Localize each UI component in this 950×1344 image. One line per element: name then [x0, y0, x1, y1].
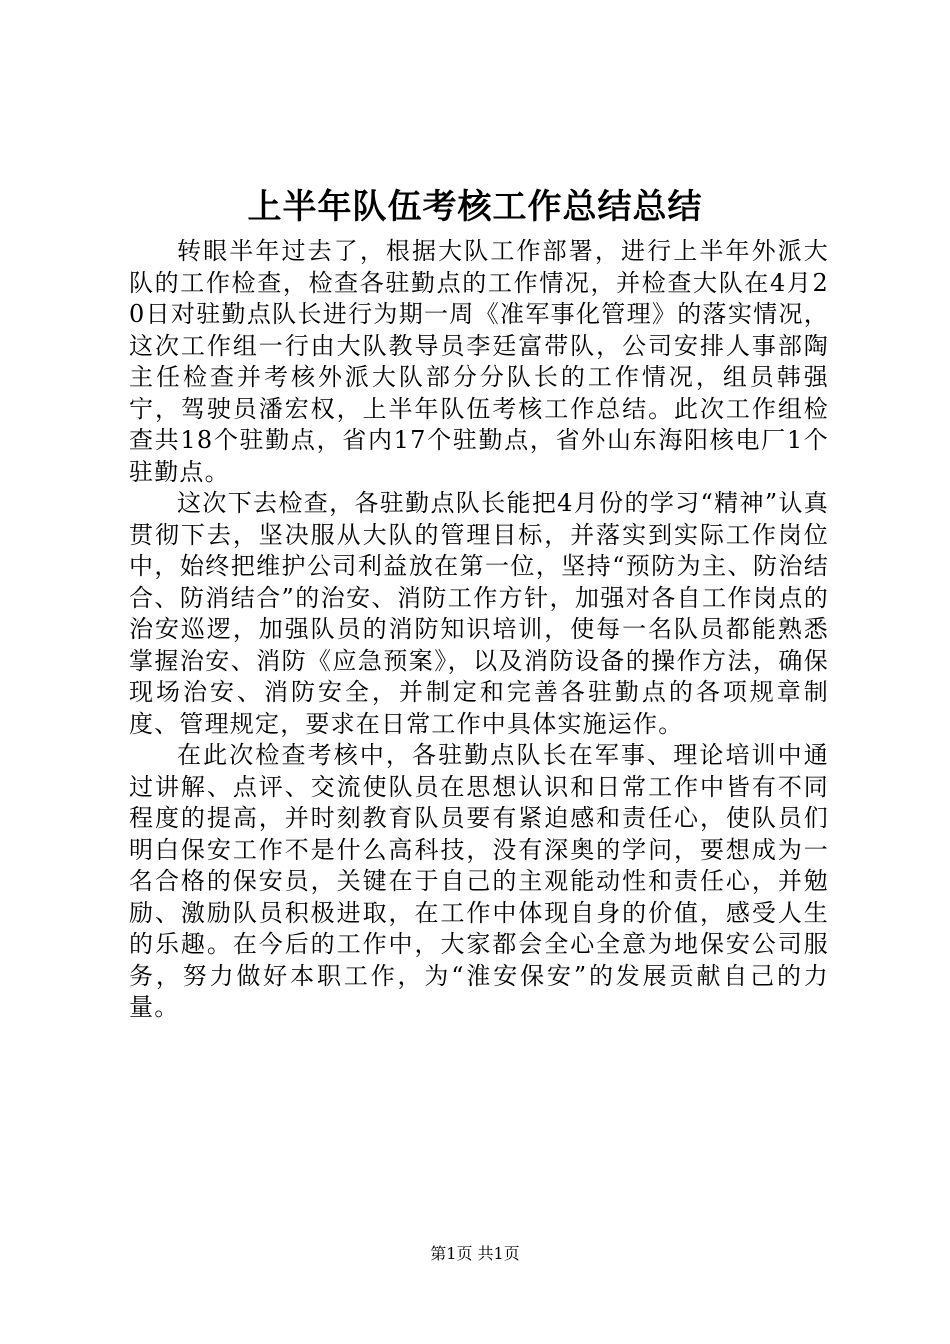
- document-title: 上半年队伍考核工作总结总结: [247, 187, 703, 227]
- paragraph-3: 在此次检查考核中，各驻勤点队长在军事、理论培训中通过讲解、点评、交流使队员在思想认识和日常工作中皆有不同程度的提高，并时刻教育队员要有紧迫感和责任心，使队员们明白保安工作不是什么高科技，没有深奥的学问，要想成为一名合格的保安员，关键在于自己的主观能动性和责任心，并勉励、激励队员积极进取，在工作中体现自身的价值，感受人生的乐趣。在今后的工作中，大家都会全心全意为地保安公司服务，努力做好本职工作，为“淮安保安”的发展贡献自己的力量。: [129, 741, 829, 1021]
- page-footer: 第1页 共1页: [430, 1244, 520, 1263]
- document-body: [129, 236, 829, 1024]
- paragraph-2: 这次下去检查，各驻勤点队长能把4月份的学习“精神”认真贯彻下去，坚决服从大队的管理目标，并落实到实际工作岗位中，始终把维护公司利益放在第一位，坚持“预防为主、防治结合、防消结合”的治安、消防工作方针，加强对各自工作岗点的治安巡逻，加强队员的消防知识培训，使每一名队员都能熟悉掌握治安、消防《应急预案》，以及消防设备的操作方法，确保现场治安、消防安全，并制定和完善各驻勤点的各项规章制度、管理规定，要求在日常工作中具体实施运作。: [129, 489, 829, 738]
- paragraph-1: 转眼半年过去了，根据大队工作部署，进行上半年外派大队的工作检查，检查各驻勤点的工作情况，并检查大队在4月20日对驻勤点队长进行为期一周《准军事化管理》的落实情况，这次工作组一行由大队教导员李廷富带队，公司安排人事部陶主任检查并考核外派大队部分分队长的工作情况，组员韩强宁，驾驶员潘宏权，上半年队伍考核工作总结。此次工作组检查共18个驻勤点，省内17个驻勤点，省外山东海阳核电厂1个驻勤点。: [129, 237, 829, 486]
